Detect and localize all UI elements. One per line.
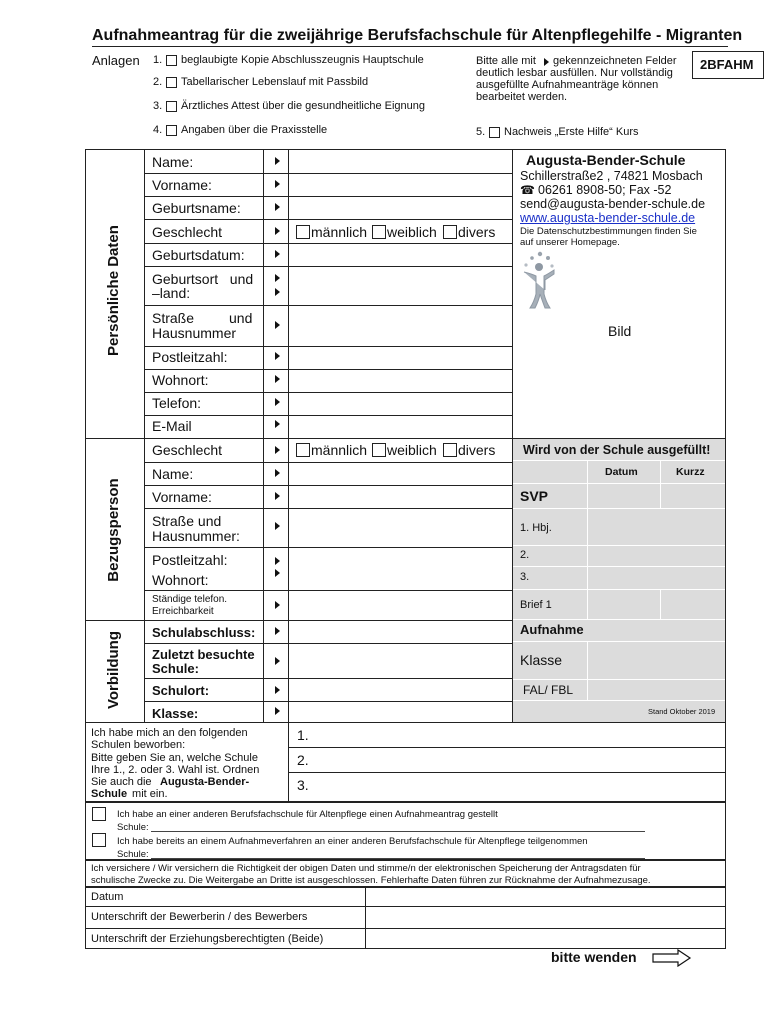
required-arrow-icon — [275, 398, 280, 406]
anlage-1-label: beglaubigte Kopie Abschlusszeugnis Hauptschule — [181, 54, 424, 66]
required-arrow-icon — [275, 288, 280, 296]
other-application-checkbox[interactable] — [92, 807, 106, 821]
label-postleitzahl: Postleitzahl: — [152, 349, 228, 365]
declaration-line-1: Ich versichere / Wir versichern die Richtigkeit der obigen Daten und stimme/n der elektronischen Speicherung der Antragsdaten für — [91, 863, 641, 874]
photo-area[interactable] — [513, 250, 725, 437]
title-underline — [92, 46, 728, 47]
bezug-input-postleitzahl-wohnort[interactable] — [289, 548, 511, 589]
bezug-label-hausnummer: Hausnummer: — [152, 528, 240, 544]
required-arrow-icon — [275, 274, 280, 282]
anlage-4-checkbox[interactable] — [166, 125, 177, 136]
bezug-gender-maennlich-label: männlich — [311, 442, 368, 458]
choices-text-5b: Augusta-Bender- — [160, 776, 250, 788]
bezug-label-geschlecht: Geschlecht — [152, 442, 223, 458]
school-email: send@augusta-bender-schule.de — [520, 197, 706, 211]
bezug-checkbox-weiblich[interactable] — [372, 443, 386, 457]
signature-guardians-label: Unterschrift der Erziehungsberechtigten (Beide) — [91, 933, 324, 945]
anlage-2-label: Tabellarischer Lebenslauf mit Passbild — [181, 76, 369, 88]
input-geburtsdatum[interactable] — [289, 244, 511, 265]
anlage-4-number: 4. — [153, 124, 163, 136]
signature-applicant-input[interactable] — [366, 907, 725, 927]
arrow-right-icon — [652, 949, 692, 967]
input-geburtsort[interactable] — [289, 267, 511, 304]
label-strasse: Straße und — [152, 310, 253, 326]
please-turn-label: bitte wenden — [551, 949, 637, 965]
bezug-checkbox-maennlich[interactable] — [296, 443, 310, 457]
anlage-1-checkbox[interactable] — [166, 55, 177, 66]
bezug-gender-weiblich-label: weiblich — [387, 442, 437, 458]
required-arrow-icon — [275, 469, 280, 477]
label-geburtsdatum: Geburtsdatum: — [152, 247, 245, 263]
bezug-label-vorname: Vorname: — [152, 489, 212, 505]
checkbox-weiblich[interactable] — [372, 225, 386, 239]
input-email[interactable] — [289, 416, 511, 437]
anlage-3-label: Ärztliches Attest über die gesundheitliche Eignung — [181, 100, 425, 112]
anlage-3-number: 3. — [153, 100, 163, 112]
other-procedure-school-input[interactable] — [151, 858, 645, 859]
gender-divers-label: divers — [458, 224, 496, 240]
bezug-checkbox-divers[interactable] — [443, 443, 457, 457]
input-wohnort[interactable] — [289, 370, 511, 391]
gender-maennlich-label: männlich — [311, 224, 368, 240]
school-phone: 06261 8908-50; Fax -52 — [538, 183, 672, 197]
office-header-line — [513, 460, 725, 461]
input-schulort[interactable] — [289, 679, 511, 700]
office-header: Wird von der Schule ausgefüllt! — [523, 443, 711, 457]
label-geburtsland: –land: — [152, 285, 191, 301]
choices-text-2: Schulen beworben: — [91, 739, 186, 751]
choice-2-input[interactable] — [315, 748, 725, 771]
label-email: E-Mail — [152, 418, 192, 434]
school-name: Augusta-Bender-Schule — [526, 152, 686, 168]
office-hbj1: 1. Hbj. — [520, 522, 552, 534]
label-wohnort: Wohnort: — [152, 372, 209, 388]
required-arrow-icon — [275, 420, 280, 428]
label-name: Name: — [152, 154, 194, 170]
section-label-persoenliche-daten: Persönliche Daten — [105, 225, 122, 356]
anlage-5-checkbox[interactable] — [489, 127, 500, 138]
office-aufnahme: Aufnahme — [520, 622, 584, 637]
label-geschlecht: Geschlecht — [152, 224, 223, 240]
label-schulort: Schulort: — [152, 683, 210, 698]
input-vorname[interactable] — [289, 174, 511, 195]
checkbox-divers[interactable] — [443, 225, 457, 239]
choice-2-label: 2. — [297, 752, 309, 768]
choice-3-label: 3. — [297, 777, 309, 793]
anlage-2-number: 2. — [153, 76, 163, 88]
required-arrow-icon — [275, 321, 280, 329]
choices-text-1: Ich habe mich an den folgenden — [91, 727, 248, 739]
signature-guardians-input[interactable] — [366, 929, 725, 948]
choice-3-input[interactable] — [315, 773, 725, 801]
school-address: Schillerstraße2 , 74821 Mosbach — [520, 169, 703, 183]
other-procedure-school-label: Schule: — [117, 849, 149, 860]
required-arrow-icon — [275, 569, 280, 577]
choices-text-4: Ihre 1., 2. oder 3. Wahl ist. Ordnen — [91, 764, 260, 776]
office-brief: Brief 1 — [520, 599, 552, 611]
signature-datum-label: Datum — [91, 891, 124, 903]
anlage-5-label: Nachweis „Erste Hilfe“ Kurs — [504, 126, 639, 138]
input-zuletzt-schule[interactable] — [289, 644, 511, 677]
required-arrow-icon — [275, 250, 280, 258]
required-arrow-icon — [275, 657, 280, 665]
choice-1-label: 1. — [297, 727, 309, 743]
anlage-5-number: 5. — [476, 126, 486, 138]
school-website-link[interactable]: www.augusta-bender-schule.de — [520, 211, 696, 225]
choices-text-6a: Schule — [91, 788, 128, 800]
section-label-vorbildung: Vorbildung — [105, 630, 122, 710]
anlagen-label: Anlagen — [92, 53, 140, 68]
bezug-label-telefon-2: Erreichbarkeit — [152, 606, 214, 617]
required-arrow-icon — [275, 157, 280, 165]
label-hausnummer: Hausnummer — [152, 325, 237, 341]
label-zuletzt-schule: Schule: — [152, 661, 199, 676]
required-arrow-icon — [275, 492, 280, 500]
bezug-label-strasse: Straße und — [152, 513, 222, 529]
office-col-kurzz: Kurzz — [676, 466, 705, 478]
input-telefon[interactable] — [289, 393, 511, 414]
other-application-school-label: Schule: — [117, 822, 149, 833]
label-geburtsname: Geburtsname: — [152, 200, 241, 216]
checkbox-maennlich[interactable] — [296, 225, 310, 239]
required-arrow-icon — [275, 522, 280, 530]
input-schulabschluss[interactable] — [289, 621, 511, 642]
label-zuletzt-besuchte: Zuletzt besuchte — [152, 647, 255, 662]
office-row-3: 3. — [520, 571, 530, 583]
bezug-label-telefon-1: Ständige telefon. — [152, 594, 228, 605]
required-arrow-icon — [275, 707, 280, 715]
label-geburtsort: Geburtsort und — [152, 271, 254, 287]
instruction-line-4: bearbeitet werden. — [476, 91, 568, 103]
required-arrow-icon — [275, 446, 280, 454]
required-arrow-icon — [275, 203, 280, 211]
bezug-gender-divers-label: divers — [458, 442, 496, 458]
anlage-4-label: Angaben über die Praxisstelle — [181, 124, 328, 136]
signature-datum-input[interactable] — [366, 888, 725, 905]
required-arrow-icon — [275, 352, 280, 360]
other-procedure-checkbox[interactable] — [92, 833, 106, 847]
office-fal: FAL/ FBL — [523, 683, 574, 697]
signature-applicant-label: Unterschrift der Bewerberin / des Bewerbers — [91, 911, 308, 923]
required-arrow-icon — [275, 227, 280, 235]
required-arrow-icon — [275, 601, 280, 609]
bezug-label-wohnort: Wohnort: — [152, 572, 209, 588]
photo-placeholder-label: Bild — [608, 323, 632, 339]
phone-icon: ☎ — [520, 183, 535, 197]
choices-text-3: Bitte geben Sie an, welche Schule — [91, 752, 258, 764]
gender-weiblich-label: weiblich — [387, 224, 437, 240]
office-col-datum: Datum — [605, 466, 638, 478]
bezug-input-name[interactable] — [289, 463, 511, 484]
privacy-note-2: auf unserer Homepage. — [520, 237, 620, 248]
anlage-2-checkbox[interactable] — [166, 77, 177, 88]
instruction-line-1a: Bitte alle mit — [476, 55, 536, 67]
required-arrow-icon — [275, 180, 280, 188]
office-stand: Stand Oktober 2019 — [648, 707, 716, 716]
instruction-line-3: ausgefüllte Aufnahmeanträge können — [476, 79, 659, 91]
required-arrow-icon — [275, 557, 280, 565]
input-klasse[interactable] — [289, 702, 511, 722]
label-vorname: Vorname: — [152, 177, 212, 193]
choices-text-5a: Sie auch die — [91, 776, 155, 788]
required-arrow-icon — [275, 686, 280, 694]
required-arrow-icon — [275, 375, 280, 383]
other-application-school-input[interactable] — [151, 831, 645, 832]
input-strasse[interactable] — [289, 306, 511, 345]
office-row-2: 2. — [520, 549, 530, 561]
label-schulabschluss: Schulabschluss: — [152, 625, 256, 640]
anlage-3-checkbox[interactable] — [166, 101, 177, 112]
input-name[interactable] — [289, 150, 511, 172]
label-telefon: Telefon: — [152, 395, 202, 411]
bezug-input-strasse[interactable] — [289, 509, 511, 546]
privacy-note-1: Die Datenschutzbestimmungen finden Sie — [520, 226, 697, 237]
other-procedure-text: Ich habe bereits an einem Aufnahmeverfahren an einer anderen Berufsfachschule für Altenpflege teilgenommen — [117, 836, 588, 847]
instruction-line-2: deutlich lesbar ausfüllen. Nur vollständig — [476, 67, 673, 79]
office-klasse: Klasse — [520, 652, 563, 668]
page-title: Aufnahmeantrag für die zweijährige Berufsfachschule für Altenpflegehilfe - Migranten — [92, 27, 743, 44]
label-klasse: Klasse: — [152, 706, 199, 721]
choice-1-input[interactable] — [315, 723, 725, 746]
bezug-label-name: Name: — [152, 466, 194, 482]
bezug-input-telefon[interactable] — [289, 591, 511, 619]
input-geburtsname[interactable] — [289, 197, 511, 218]
arrow-marker-icon — [544, 58, 549, 66]
declaration-line-2: schulische Zwecke zu. Die Weitergabe an Dritte ist ausgeschlossen. Fehlerhafte Daten führen zur Rücknahme der Aufnahmezusage. — [91, 875, 651, 886]
input-postleitzahl[interactable] — [289, 347, 511, 368]
other-application-text: Ich habe an einer anderen Berufsfachschule für Altenpflege einen Aufnahmeantrag gestellt — [117, 809, 498, 820]
choices-text-6b: mit ein. — [129, 788, 168, 800]
section-label-bezugsperson: Bezugsperson — [105, 478, 122, 582]
anlage-1-number: 1. — [153, 54, 163, 66]
required-arrow-icon — [275, 627, 280, 635]
office-svp: SVP — [520, 488, 549, 504]
form-code: 2BFAHM — [700, 57, 754, 72]
bezug-label-postleitzahl: Postleitzahl: — [152, 552, 228, 568]
instruction-line-1b: gekennzeichneten Felder — [553, 55, 677, 67]
bezug-input-vorname[interactable] — [289, 486, 511, 507]
